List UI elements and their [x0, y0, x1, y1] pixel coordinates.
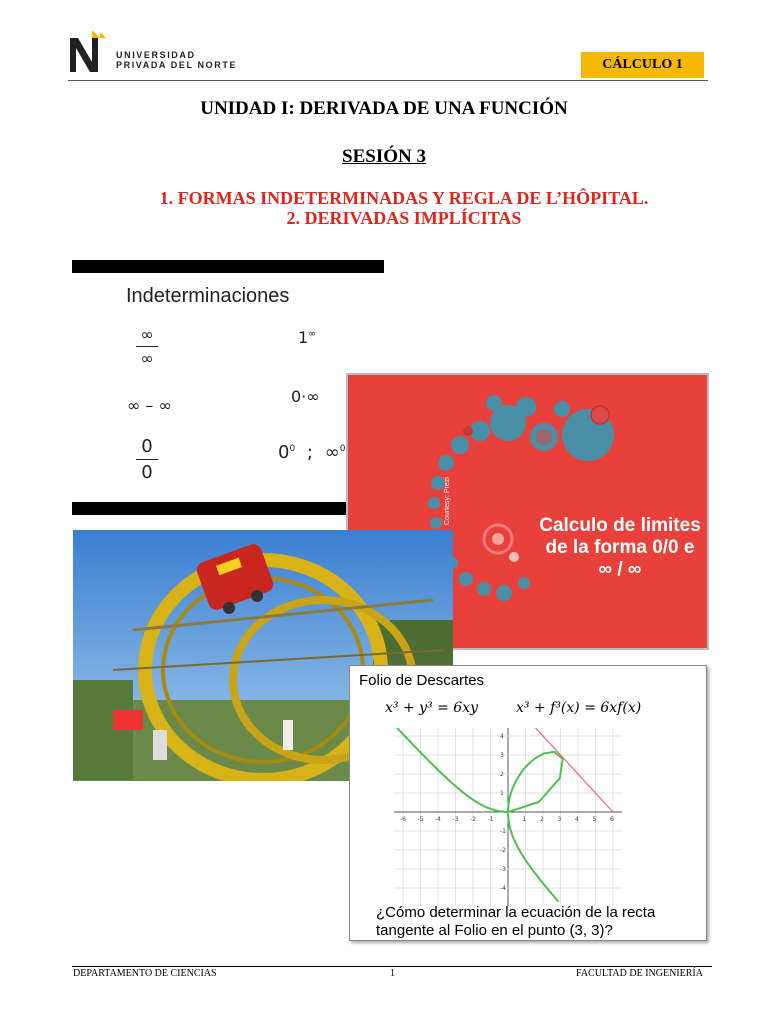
zero-exponent-2: 0 [339, 444, 346, 454]
folio-equation-1: x³ + y³ = 6xy [385, 700, 479, 716]
y-tick-label: -2 [500, 847, 506, 854]
topic-2: 2. DERIVADAS IMPLÍCITAS [286, 208, 522, 228]
x-tick-label: 1 [522, 816, 527, 823]
folio-title: Folio de Descartes [359, 672, 485, 689]
footer-faculty: FACULTAD DE INGENIERÍA [576, 968, 703, 979]
footer-page-number: 1 [390, 968, 395, 979]
inf-over-inf [132, 325, 162, 368]
y-tick-label: -3 [500, 866, 506, 873]
numerator-zero: 0 [141, 436, 153, 457]
inf-minus-inf: ∞ – ∞ [127, 396, 172, 415]
y-tick-label: 3 [500, 752, 504, 759]
x-tick-label: 4 [575, 816, 579, 823]
tangent-line [519, 728, 614, 812]
folio-equation-2: x³ + f³(x) = 6xf(x) [516, 700, 642, 716]
slide-caption-line1: Calculo de limites [539, 515, 701, 536]
course-badge: CÁLCULO 1 [581, 52, 704, 78]
indeterminations-top-bar [72, 260, 384, 273]
x-tick-label: -1 [487, 816, 494, 823]
y-tick-label: 2 [500, 771, 504, 778]
indeterminations-title: Indeterminaciones [126, 285, 290, 307]
folio-question-line2: tangente al Folio en el punto (3, 3)? [376, 922, 613, 939]
folio-descartes-panel [349, 665, 707, 941]
inf-exponent: ∞ [308, 329, 316, 340]
x-tick-label: 5 [592, 816, 597, 823]
x-tick-label: 6 [610, 816, 614, 823]
y-tick-label: -4 [500, 885, 506, 892]
zero-over-zero [132, 436, 162, 483]
slide-caption-line2: de la forma 0/0 e [545, 537, 695, 558]
numerator-inf: ∞ [140, 325, 154, 344]
zero-times-inf: 0·∞ [291, 387, 320, 406]
x-tick-label: -2 [470, 816, 476, 823]
session-title: SESIÓN 3 [342, 146, 426, 167]
x-tick-label: -6 [400, 816, 406, 823]
one-base: 1 [298, 328, 309, 347]
folio-question-line1: ¿Cómo determinar la ecuación de la recta [376, 904, 656, 921]
slide-caption-line3: ∞ / ∞ [598, 559, 642, 580]
denominator-zero: 0 [141, 462, 153, 483]
denominator-inf: ∞ [140, 349, 154, 368]
university-logo [68, 28, 108, 74]
y-tick-label: -1 [500, 828, 506, 835]
folio-graph [394, 728, 622, 906]
x-tick-label: -5 [417, 816, 424, 823]
university-name-line2: PRIVADA DEL NORTE [116, 60, 238, 70]
limits-slide-caption [530, 515, 709, 581]
y-tick-label: 4 [500, 733, 504, 740]
separator: ; [306, 442, 313, 463]
inf-base: ∞ [324, 442, 340, 463]
zero-exponent: 0 [289, 444, 296, 454]
folio-question [376, 904, 706, 940]
zero-pow-zero-and-inf-pow-zero [278, 442, 345, 463]
x-tick-label: 3 [557, 816, 562, 823]
university-name [116, 50, 237, 70]
unit-title: UNIDAD I: DERIVADA DE UNA FUNCIÓN [200, 98, 568, 119]
photo-credit: Courtesy: Prezi [444, 477, 451, 525]
topic-1: 1. FORMAS INDETERMINADAS Y REGLA DE L’HÔPITAL. [159, 188, 649, 208]
university-name-line1: UNIVERSIDAD [116, 50, 196, 60]
folio-curve [395, 728, 563, 902]
x-tick-label: -4 [435, 816, 441, 823]
footer-department: DEPARTAMENTO DE CIENCIAS [73, 968, 217, 979]
footer-divider [72, 966, 712, 967]
one-pow-inf [298, 328, 316, 347]
indeterminations-bottom-bar [72, 502, 384, 515]
x-tick-label: -3 [452, 816, 459, 823]
zero-base: 0 [278, 442, 290, 463]
header-divider [68, 80, 708, 81]
y-tick-label: 1 [500, 790, 504, 797]
x-tick-label: 2 [540, 816, 544, 823]
